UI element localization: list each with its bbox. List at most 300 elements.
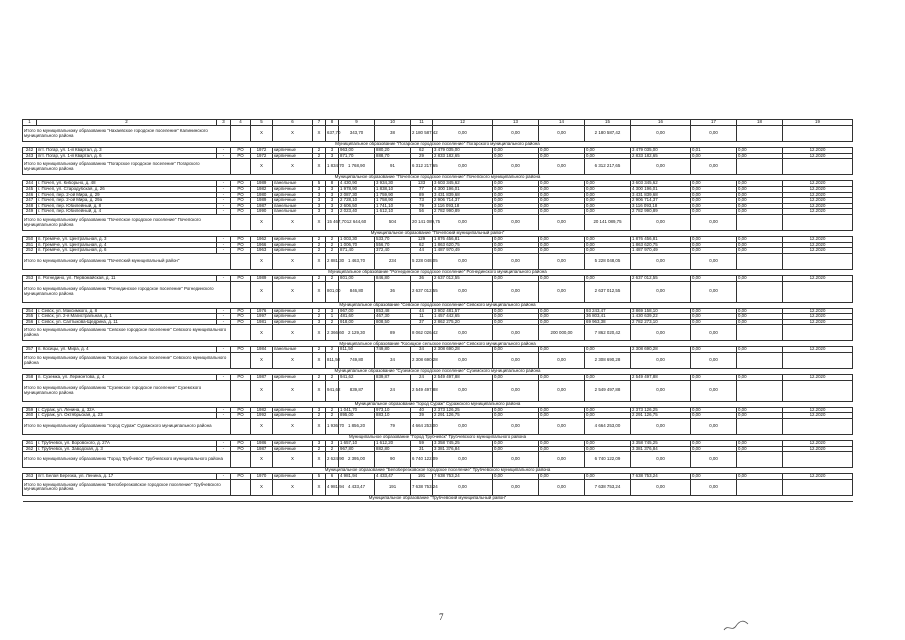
- table-cell: 0,00: [737, 209, 783, 215]
- table-cell: 3 431 839,68: [433, 192, 493, 198]
- table-cell: 12.2020: [783, 440, 853, 446]
- table-cell: 0,00: [737, 375, 783, 381]
- table-cell: 0,00: [493, 319, 539, 325]
- subtotal-cell: 6 740 122,09: [411, 452, 433, 468]
- subtotal-cell: 0,00: [691, 325, 737, 341]
- table-cell: 1989: [251, 198, 273, 204]
- table-cell: п. Гремяче, ул. Центральная, д. 4: [37, 242, 217, 248]
- subtotal-cell: [231, 126, 251, 142]
- table-cell: 3: [326, 186, 339, 192]
- table-cell: 2 906 714,37: [433, 198, 493, 204]
- subtotal-cell: 0,00: [493, 452, 539, 468]
- subtotal-title: Итого по муниципальному образованию "Нахаевское городское поселение" Калининского муниципального района: [23, 126, 231, 142]
- table-cell: 0,00: [737, 248, 783, 254]
- table-cell: 262: [23, 446, 37, 452]
- subtotal-cell: [783, 325, 853, 341]
- table-cell: 0,00: [493, 153, 539, 159]
- table-cell: 888,70: [375, 153, 411, 159]
- table-cell: 808,50: [375, 319, 411, 325]
- table-cell: 871,70: [339, 153, 375, 159]
- table-cell: 2 637 012,55: [631, 275, 691, 281]
- subtotal-cell: 0,00: [691, 380, 737, 401]
- table-cell: 69 963,38: [585, 319, 631, 325]
- subtotal-row: [23, 126, 853, 142]
- table-cell: г. Севск, ул. 2-я Магистральная, д. 1: [37, 314, 217, 320]
- table-cell: 0,00: [539, 407, 585, 413]
- table-cell: 0,00: [493, 440, 539, 446]
- column-header: 2: [37, 120, 217, 126]
- subtotal-cell: 941,62: [326, 380, 339, 401]
- table-cell: 2: [313, 248, 326, 254]
- subtotal-cell: [783, 353, 853, 369]
- table-cell: 3: [313, 407, 326, 413]
- table-cell: 0,00: [737, 186, 783, 192]
- subtotal-cell: 12 644,60: [339, 215, 375, 231]
- table-cell: 0,00: [539, 474, 585, 480]
- subtotal-cell: [737, 253, 783, 269]
- subtotal-cell: X: [251, 215, 273, 231]
- table-cell: 2: [326, 275, 339, 281]
- table-cell: кирпичные: [273, 446, 313, 452]
- table-cell: 0,00: [493, 242, 539, 248]
- table-cell: 0,00: [691, 474, 737, 480]
- subtotal-cell: 0,00: [631, 126, 691, 142]
- page-number: 7: [439, 612, 444, 622]
- table-cell: 2: [326, 319, 339, 325]
- subtotal-row: [23, 452, 853, 468]
- subtotal-cell: 2 637 012,55: [585, 281, 631, 302]
- table-cell: 2: [326, 375, 339, 381]
- subtotal-cell: X: [251, 380, 273, 401]
- subtotal-cell: [783, 281, 853, 302]
- subtotal-cell: 0,00: [493, 159, 539, 175]
- table-cell: -: [217, 198, 231, 204]
- table-cell: 263: [23, 474, 37, 480]
- table-cell: 3: [313, 203, 326, 209]
- table-cell: 12.2020: [783, 319, 853, 325]
- subtotal-title: Итого по муниципальному образованию "Почепский муниципальный район": [23, 253, 231, 269]
- table-cell: 2 308 690,28: [631, 347, 691, 353]
- table-cell: 8: [326, 181, 339, 187]
- municipality-header-row: [23, 495, 853, 501]
- subtotal-cell: 0,00: [631, 452, 691, 468]
- table-cell: 0,00: [691, 275, 737, 281]
- subtotal-cell: 0,00: [493, 325, 539, 341]
- table-cell: г. Севск, ул. Максимкого, д. 8: [37, 308, 217, 314]
- municipality-title: Муниципальное образование "Трубчевский муниципальный район": [23, 495, 853, 501]
- municipality-title: Муниципальное образование "Город Трубчевск" Трубчевского муниципального района: [23, 434, 853, 440]
- table-cell: РО: [231, 242, 251, 248]
- subtotal-cell: 38: [375, 126, 411, 142]
- subtotal-cell: [737, 479, 783, 495]
- subtotal-cell: 0,00: [631, 253, 691, 269]
- subtotal-cell: X: [251, 452, 273, 468]
- table-cell: 0,00: [539, 319, 585, 325]
- table-cell: 1972: [251, 148, 273, 154]
- table-cell: РО: [231, 474, 251, 480]
- table-cell: РО: [231, 237, 251, 243]
- table-cell: 0,00: [585, 440, 631, 446]
- subtotal-cell: [231, 215, 251, 231]
- subtotal-cell: X: [251, 325, 273, 341]
- subtotal-cell: 0,00: [691, 281, 737, 302]
- subtotal-cell: 2 881,30: [326, 253, 339, 269]
- table-cell: 2: [326, 413, 339, 419]
- table-cell: 880,20: [375, 148, 411, 154]
- table-cell: 12.2020: [783, 474, 853, 480]
- subtotal-cell: 0,00: [493, 380, 539, 401]
- subtotal-cell: [737, 215, 783, 231]
- table-cell: 7 638 753,24: [433, 474, 493, 480]
- table-cell: 1 978,90: [339, 186, 375, 192]
- subtotal-title: Итого по муниципальному образованию "Севское городское поселение" Севского муниципального района: [23, 325, 231, 341]
- table-cell: 2 906 714,37: [631, 198, 691, 204]
- table-cell: 12.2020: [783, 275, 853, 281]
- subtotal-cell: 0,00: [433, 281, 493, 302]
- table-cell: 0,00: [737, 319, 783, 325]
- table-cell: 918,00: [339, 319, 375, 325]
- table-cell: 12.2020: [783, 198, 853, 204]
- subtotal-cell: [737, 353, 783, 369]
- table-cell: 4 433,47: [375, 474, 411, 480]
- handwritten-mark: [722, 618, 752, 634]
- table-cell: 2 549 497,88: [433, 375, 493, 381]
- subtotal-cell: 89: [375, 325, 411, 341]
- table-cell: панельные: [273, 347, 313, 353]
- table-cell: 0,00: [493, 446, 539, 452]
- subtotal-title: Итого по муниципальному образованию "Почепское городское поселение" Почепского муниципального района: [23, 215, 231, 231]
- table-cell: 2: [313, 148, 326, 154]
- table-cell: 1 876 456,81: [433, 237, 493, 243]
- table-cell: 3: [326, 203, 339, 209]
- table-cell: 251: [23, 242, 37, 248]
- table-cell: 3 479 035,00: [631, 148, 691, 154]
- subtotal-cell: 2 624,90: [326, 452, 339, 468]
- table-cell: кирпичные: [273, 153, 313, 159]
- table-cell: кирпичные: [273, 319, 313, 325]
- table-cell: -: [217, 308, 231, 314]
- table-cell: 1989: [251, 275, 273, 281]
- column-header: 14: [539, 120, 585, 126]
- column-header: 8: [326, 120, 339, 126]
- subtotal-cell: X: [273, 325, 313, 341]
- subtotal-cell: 0,00: [539, 159, 585, 175]
- subtotal-row: [23, 380, 853, 401]
- subtotal-row: [23, 281, 853, 302]
- table-cell: 3: [326, 209, 339, 215]
- table-cell: РО: [231, 347, 251, 353]
- subtotal-cell: [783, 418, 853, 434]
- table-cell: пгт. Погар, ул. 1-й Квартал, д. 6: [37, 153, 217, 159]
- table-cell: 1 487 970,49: [631, 248, 691, 254]
- subtotal-cell: 0,00: [631, 215, 691, 231]
- table-cell: 12.2020: [783, 446, 853, 452]
- table-cell: 0,00: [539, 237, 585, 243]
- table-cell: 0,00: [539, 248, 585, 254]
- municipality-title: Муниципальное образование "город Сураж" Суражского муниципального района: [23, 401, 853, 407]
- subtotal-cell: 5 228 048,05: [411, 253, 433, 269]
- table-cell: 1989: [251, 181, 273, 187]
- subtotal-title: Итого по муниципальному образованию "город Сураж" Суражского муниципального района: [23, 418, 231, 434]
- table-cell: 2 862 275,20: [433, 319, 493, 325]
- table-cell: г. Почеп, ул. Стародубская, д. 26: [37, 186, 217, 192]
- table-cell: 255: [23, 314, 37, 320]
- table-cell: 257: [23, 347, 37, 353]
- table-cell: 4 430,90: [339, 181, 375, 187]
- table-cell: РО: [231, 198, 251, 204]
- table-cell: 1982: [251, 407, 273, 413]
- table-cell: кирпичные: [273, 375, 313, 381]
- table-cell: г. Трубчевск, ул. Воровского, д. 27А: [37, 440, 217, 446]
- table-cell: 1 006,70: [339, 242, 375, 248]
- subtotal-cell: 0,00: [631, 281, 691, 302]
- subtotal-cell: [231, 325, 251, 341]
- municipality-title: Муниципальное образование "Белоберезковское городское поселение" Трубчевского муниципального района: [23, 468, 853, 474]
- subtotal-cell: 91: [375, 159, 411, 175]
- table-cell: 0,00: [493, 198, 539, 204]
- table-cell: -: [217, 209, 231, 215]
- table-cell: 0,00: [737, 446, 783, 452]
- table-cell: 871,40: [339, 248, 375, 254]
- subtotal-cell: X: [251, 253, 273, 269]
- table-cell: РО: [231, 209, 251, 215]
- table-cell: РО: [231, 275, 251, 281]
- table-cell: 243: [23, 153, 37, 159]
- table-cell: 3: [326, 308, 339, 314]
- table-cell: 0,00: [585, 186, 631, 192]
- table-cell: 12.2020: [783, 308, 853, 314]
- subtotal-cell: [783, 215, 853, 231]
- subtotal-cell: 504: [375, 215, 411, 231]
- table-cell: 1982: [251, 186, 273, 192]
- table-cell: г. Сураж, ул. Октябрьская, д. 23: [37, 413, 217, 419]
- table-cell: 0,00: [585, 181, 631, 187]
- table-cell: 0,00: [737, 308, 783, 314]
- subtotal-cell: [737, 126, 783, 142]
- subtotal-cell: 191: [375, 479, 411, 495]
- table-cell: 250: [23, 237, 37, 243]
- subtotal-cell: 6 312 217,65: [411, 159, 433, 175]
- table-cell: РО: [231, 148, 251, 154]
- subtotal-cell: 0,00: [539, 380, 585, 401]
- subtotal-cell: 0,00: [691, 479, 737, 495]
- table-cell: 3: [326, 198, 339, 204]
- table-cell: 3 358 745,25: [433, 440, 493, 446]
- subtotal-cell: X: [313, 418, 326, 434]
- subtotal-cell: 0,00: [631, 159, 691, 175]
- table-cell: 973,10: [375, 407, 411, 413]
- table-cell: 2 833 182,65: [433, 153, 493, 159]
- subtotal-cell: 4 981,94: [326, 479, 339, 495]
- table-cell: 0,00: [539, 242, 585, 248]
- table-cell: 3 116 093,18: [631, 203, 691, 209]
- subtotal-cell: 2 549 497,88: [585, 380, 631, 401]
- subtotal-cell: 0,00: [433, 325, 493, 341]
- table-cell: 1997: [251, 314, 273, 320]
- subtotal-cell: 90: [375, 452, 411, 468]
- subtotal-cell: 0,00: [493, 126, 539, 142]
- table-cell: 0,00: [493, 347, 539, 353]
- column-header: 13: [493, 120, 539, 126]
- table-cell: 3: [313, 186, 326, 192]
- table-cell: кирпичные: [273, 148, 313, 154]
- table-cell: 0,00: [691, 242, 737, 248]
- table-cell: -: [217, 375, 231, 381]
- subtotal-cell: X: [273, 215, 313, 231]
- table-cell: 0,00: [691, 413, 737, 419]
- subtotal-cell: 4 664 253,00: [411, 418, 433, 434]
- subtotal-cell: 1 768,90: [339, 159, 375, 175]
- table-cell: 0,00: [737, 237, 783, 243]
- table-cell: п. Рогнедино, ул. Первомайская, д. 11: [37, 275, 217, 281]
- subtotal-cell: 234: [375, 253, 411, 269]
- table-cell: -: [217, 347, 231, 353]
- table-cell: 1 758,90: [375, 198, 411, 204]
- table-cell: РО: [231, 446, 251, 452]
- table-cell: РО: [231, 407, 251, 413]
- subtotal-cell: 20 141 089,75: [585, 215, 631, 231]
- table-cell: кирпичные: [273, 407, 313, 413]
- table-cell: 883,10: [375, 413, 411, 419]
- table-cell: 1 430 639,22: [631, 314, 691, 320]
- subtotal-title: Итого по муниципальному образованию "Косицкое сельское поселение" Севского муниципального района: [23, 353, 231, 369]
- subtotal-cell: X: [313, 325, 326, 341]
- subtotal-cell: 0,00: [433, 126, 493, 142]
- table-cell: пгт. Белая Березка, ул. Ленина, д. 17: [37, 474, 217, 480]
- table-cell: 0,00: [691, 375, 737, 381]
- subtotal-cell: [737, 159, 783, 175]
- table-cell: кирпичные: [273, 237, 313, 243]
- subtotal-cell: 846,80: [339, 281, 375, 302]
- municipality-title: Муниципальное образование "Почепское городское поселение" Почепского муниципального района: [23, 175, 853, 181]
- subtotal-cell: X: [251, 126, 273, 142]
- table-cell: -: [217, 440, 231, 446]
- subtotal-cell: [231, 253, 251, 269]
- subtotal-row: [23, 159, 853, 175]
- column-header: 16: [631, 120, 691, 126]
- table-cell: панельные: [273, 181, 313, 187]
- table-cell: 2: [313, 314, 326, 320]
- table-cell: 36 803,41: [585, 314, 631, 320]
- table-cell: 0,00: [539, 413, 585, 419]
- table-cell: 0,00: [493, 407, 539, 413]
- table-cell: 1963: [251, 248, 273, 254]
- table-cell: 2: [326, 242, 339, 248]
- column-header: 12: [433, 120, 493, 126]
- table-cell: 0,00: [585, 474, 631, 480]
- subtotal-cell: [737, 380, 783, 401]
- table-cell: 0,00: [585, 237, 631, 243]
- table-cell: 0,00: [585, 209, 631, 215]
- table-cell: 0,00: [493, 203, 539, 209]
- table-cell: 2: [313, 375, 326, 381]
- subtotal-cell: X: [273, 452, 313, 468]
- subtotal-cell: 36: [375, 281, 411, 302]
- column-header: 10: [375, 120, 411, 126]
- table-cell: 2: [313, 308, 326, 314]
- table-cell: 0,00: [539, 209, 585, 215]
- subtotal-cell: 20 141 089,75: [411, 215, 433, 231]
- table-cell: 2: [326, 407, 339, 413]
- table-cell: 2: [326, 446, 339, 452]
- table-cell: 1984: [251, 347, 273, 353]
- table-cell: 0,00: [737, 407, 783, 413]
- subtotal-cell: 0,00: [691, 418, 737, 434]
- table-cell: -: [217, 474, 231, 480]
- subtotal-cell: 0,00: [433, 159, 493, 175]
- table-cell: 0,00: [493, 181, 539, 187]
- column-header: 4: [231, 120, 251, 126]
- subtotal-cell: X: [313, 126, 326, 142]
- subtotal-cell: [737, 418, 783, 434]
- table-cell: 3: [313, 209, 326, 215]
- table-cell: 1 863 620,75: [433, 242, 493, 248]
- subtotal-cell: 0,00: [539, 281, 585, 302]
- table-cell: 7 638 753,24: [631, 474, 691, 480]
- table-cell: 1990: [251, 209, 273, 215]
- table-cell: РО: [231, 181, 251, 187]
- table-cell: 2 782 990,89: [433, 209, 493, 215]
- subtotal-cell: 0,00: [691, 452, 737, 468]
- table-cell: 2 833 182,65: [631, 153, 691, 159]
- table-cell: 44: [411, 308, 433, 314]
- table-cell: 0,00: [585, 198, 631, 204]
- table-cell: 77: [411, 186, 433, 192]
- subtotal-cell: 0,00: [433, 353, 493, 369]
- subtotal-cell: X: [313, 159, 326, 175]
- column-header: 15: [585, 120, 631, 126]
- subtotal-cell: [231, 353, 251, 369]
- table-cell: 4 981,94: [339, 474, 375, 480]
- table-cell: 0,00: [585, 153, 631, 159]
- table-cell: 2: [326, 237, 339, 243]
- subtotal-cell: 2 395,00: [339, 452, 375, 468]
- subtotal-title: Итого по муниципальному образованию "Погарское городское поселение" Погарского муниципального района: [23, 159, 231, 175]
- subtotal-cell: 6 740 122,09: [585, 452, 631, 468]
- subtotal-cell: 1 834,70: [326, 159, 339, 175]
- table-cell: -: [217, 242, 231, 248]
- table-cell: 0,00: [691, 319, 737, 325]
- table-cell: РО: [231, 248, 251, 254]
- table-cell: 247: [23, 198, 37, 204]
- subtotal-cell: 0,00: [493, 353, 539, 369]
- table-cell: 1992: [251, 413, 273, 419]
- table-cell: 0,00: [737, 474, 783, 480]
- table-cell: 3 381 376,84: [433, 446, 493, 452]
- table-cell: 3 934,30: [375, 181, 411, 187]
- table-cell: 62: [411, 242, 433, 248]
- table-cell: РО: [231, 413, 251, 419]
- subtotal-cell: X: [251, 159, 273, 175]
- table-cell: 12.2020: [783, 375, 853, 381]
- table-cell: 0,00: [585, 413, 631, 419]
- table-cell: 0,00: [493, 474, 539, 480]
- table-cell: 0,00: [539, 347, 585, 353]
- table-cell: -: [217, 446, 231, 452]
- subtotal-cell: 0,00: [539, 253, 585, 269]
- subtotal-cell: X: [313, 353, 326, 369]
- subtotal-cell: [783, 159, 853, 175]
- table-cell: 0,00: [737, 203, 783, 209]
- table-cell: 0,00: [493, 248, 539, 254]
- table-cell: 2 782 990,89: [631, 209, 691, 215]
- table-cell: кирпичные: [273, 198, 313, 204]
- table-cell: 0,00: [737, 153, 783, 159]
- table-cell: г. Почеп, пер. Юбилейный, д. 4: [37, 209, 217, 215]
- table-cell: 2: [313, 347, 326, 353]
- table-cell: 0,00: [691, 181, 737, 187]
- subtotal-cell: 0,00: [539, 215, 585, 231]
